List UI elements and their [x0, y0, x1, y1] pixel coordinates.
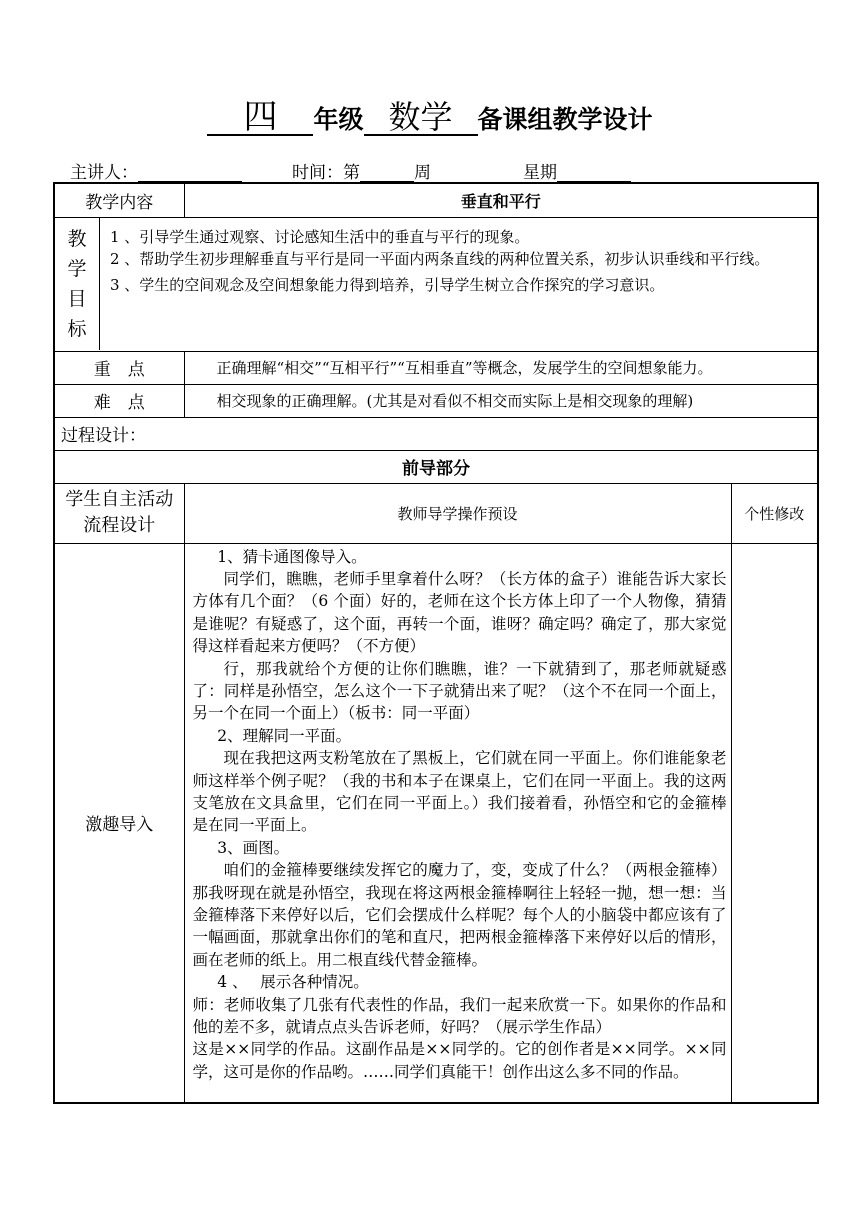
- content-value: 垂直和平行: [184, 183, 818, 217]
- paragraph: 这是××同学的作品。这副作品是××同学的。它的创作者是××同学。××同学，这可是你的作品哟。……同学们真能干！创作出这么多不同的作品。: [192, 1040, 727, 1081]
- weekday-blank: [557, 161, 631, 183]
- weekday-label: 星期: [523, 163, 557, 183]
- content-body-row: [54, 543, 818, 1103]
- paragraph: 师：老师收集了几张有代表性的作品，我们一起来欣赏一下。如果你的作品和他的差不多，就请点点头告诉老师，好吗？（展示学生作品）: [192, 995, 727, 1037]
- presenter-label: 主讲人：: [70, 163, 138, 183]
- document-title: [0, 97, 860, 137]
- difficulty-value: 相交现象的正确理解。(尤其是对看似不相交而实际上是相交现象的理解): [184, 384, 818, 417]
- goal-item: 3 、学生的空间观念及空间想象能力得到培养，引导学生树立合作探究的学习意识。: [110, 276, 665, 294]
- col3-header: 个性修改: [731, 483, 818, 543]
- content-row: [54, 183, 818, 217]
- time-label: 时间：第: [292, 163, 360, 183]
- difficulty-label: 难 点: [54, 384, 184, 417]
- goals-row: [54, 217, 818, 351]
- paragraph: 行，那我就给个方便的让你们瞧瞧，谁？一下就猜到了，那老师就疑惑了：同样是孙悟空，怎么这个一下子就猜出来了呢？（这个不在同一个面上，另一个在同一个面上）（板书：同一平面）: [192, 659, 727, 723]
- process-row: [54, 417, 818, 450]
- key-point-row: [54, 351, 818, 384]
- personal-edit-cell: [731, 543, 818, 1103]
- stage-label: 激趣导入: [54, 543, 184, 1103]
- step-heading: 4 、 展示各种情况。: [217, 973, 369, 992]
- section-row: [54, 450, 818, 483]
- difficulty-row: [54, 384, 818, 417]
- goals-list: [100, 218, 817, 350]
- key-point-label: 重 点: [54, 351, 184, 384]
- paragraph: 现在我把这两支粉笔放在了黑板上，它们就在同一平面上。你们谁能象老师这样举个例子呢？（我的书和本子在课桌上，它们在同一平面上。我的这两支笔放在文具盒里，它们在同一平面上。）我们接着看，孙悟空和它的金箍棒是在同一平面上。: [192, 749, 727, 835]
- section-title: 前导部分: [54, 450, 818, 483]
- step-heading: 1、猜卡通图像导入。: [217, 547, 367, 566]
- step-heading: 2、理解同一平面。: [217, 726, 352, 745]
- grade-value: 四: [207, 100, 313, 136]
- lesson-plan-table: [53, 182, 819, 1104]
- week-label: 周: [414, 163, 431, 183]
- step-heading: 3、画图。: [217, 838, 290, 857]
- col2-header: 教师导学操作预设: [184, 483, 731, 543]
- title-suffix: 备课组教学设计: [477, 105, 653, 134]
- grade-suffix: 年级: [313, 105, 364, 134]
- content-label: 教学内容: [54, 183, 184, 217]
- goals-label: 教 学 目 标: [55, 218, 100, 350]
- goal-item: 2 、帮助学生初步理解垂直与平行是同一平面内两条直线的两种位置关系，初步认识垂线和平行线。: [110, 250, 770, 268]
- paragraph: 咱们的金箍棒要继续发挥它的魔力了，变，变成了什么？（两根金箍棒）那我呀现在就是孙悟空，我现在将这两根金箍棒啊往上轻轻一抛，想一想：当金箍棒落下来停好以后，它们会摆成什么样呢？每个人的小脑袋中都应该有了一幅画面，那就拿出你们的笔和直尺，把两根金箍棒落下来停好以后的情形，画在老师的纸上。用二根直线代替金箍棒。: [192, 861, 727, 969]
- header-meta: [70, 158, 790, 183]
- paragraph: 同学们，瞧瞧，老师手里拿着什么呀？（长方体的盒子）谁能告诉大家长方体有几个面？（6 个面）好的，老师在这个长方体上印了一个人物像，猜猜是谁呢？有疑惑了，这个面，再转一个面，谁呀？确定吗？确定了，那大家觉得这样看起来方便吗？（不方便）: [192, 569, 727, 656]
- goal-item: 1 、引导学生通过观察、讨论感知生活中的垂直与平行的现象。: [110, 228, 530, 246]
- col1-header: 学生自主活动流程设计: [54, 483, 184, 543]
- key-point-value: 正确理解“相交”“互相平行”“互相垂直”等概念，发展学生的空间想象能力。: [184, 351, 818, 384]
- column-header-row: [54, 483, 818, 543]
- subject-value: 数学: [364, 100, 478, 136]
- process-label: 过程设计：: [54, 417, 818, 450]
- week-number-blank: [360, 161, 414, 183]
- presenter-blank: [138, 161, 242, 183]
- teacher-guide-text: [184, 543, 731, 1103]
